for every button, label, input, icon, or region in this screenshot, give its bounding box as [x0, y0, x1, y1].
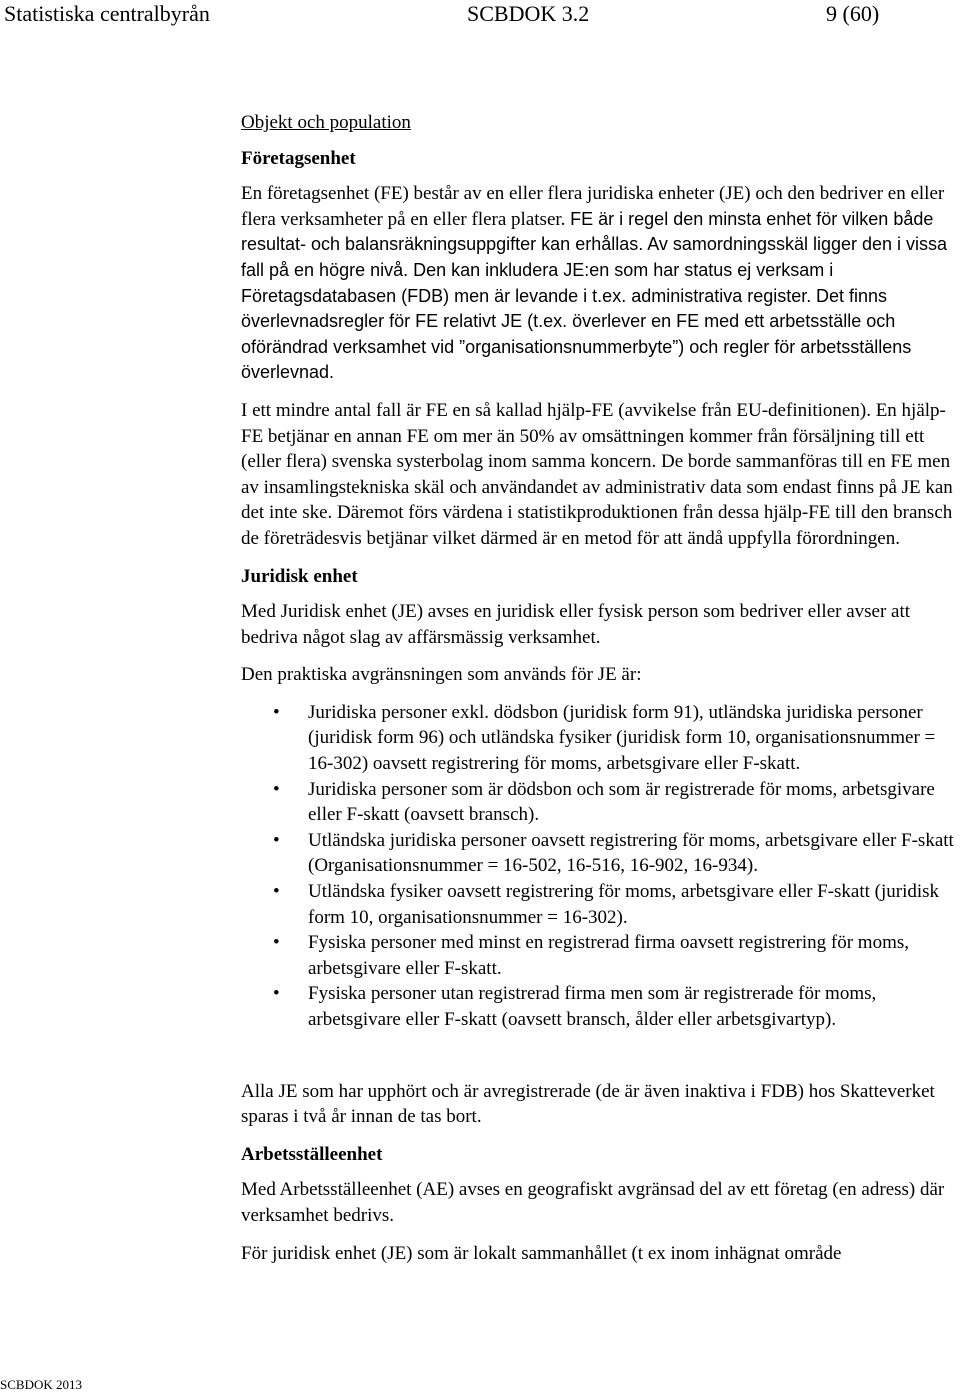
organization-name: Statistiska centralbyrån: [4, 1, 210, 26]
document-body: [241, 110, 959, 1278]
list-item: • Juridiska personer exkl. dödsbon (juridisk form 91), utländska juridiska personer (juridisk form 96) och utländska fysiker (juridisk form 10, organisationsnummer = 16-302) oavsett registrering för moms, arbetsgivare eller F-skatt.: [241, 700, 959, 777]
text-fe-sans: FE är i regel den minsta enhet för vilken både resultat- och balansräkningsuppgifter kan erhållas. Av samordningsskäl ligger den i vissa fall på en högre nivå. Den kan inkludera JE:en som har status ej verksam i Företagsdatabasen (FDB) men är levande i t.ex. administrativa register.: [241, 208, 948, 306]
paragraph-lokalt-sammanhallet: För juridisk enhet (JE) som är lokalt sammanhållet (t ex inom inhägnat område: [241, 1242, 842, 1264]
page-number: 9 (60): [826, 1, 880, 26]
list-item: • Juridiska personer som är dödsbon och som är registrerade för moms, arbetsgivare eller F-skatt (oavsett bransch).: [241, 777, 959, 828]
paragraph-juridisk-enhet-definition: Med Juridisk enhet (JE) avses en juridisk eller fysisk person som bedriver eller avser att bedriva något slag av affärsmässig verksamhet.: [241, 601, 911, 648]
bullet-list-je: [241, 700, 959, 1033]
paragraph-foretagsenhet-definition: [241, 181, 959, 386]
list-item: • Utländska juridiska personer oavsett registrering för moms, arbetsgivare eller F-skatt (Organisationsnummer = 16-502, 16-516, 16-902, 16-934).: [241, 828, 959, 879]
paragraph-hjalp-fe: I ett mindre antal fall är FE en så kallad hjälp-FE (avvikelse från EU-definitionen). En hjälp-FE betjänar en annan FE om mer än 50% av omsättningen kommer från försäljning till ett (eller flera) svenska systerbolag inom samma koncern. De borde sammanföras till en FE men av insamlingstekniska skäl och användandet av administrativ data som endast finns på JE kan det inte ske. Däremot förs värdena i statistikproduktionen från dessa hjälp-FE till den bransch de företrädesvis betjänar vilket därmed är en metod för att ändå uppfylla förordningen.: [241, 399, 953, 549]
paragraph-avgransning-intro: Den praktiska avgränsningen som används för JE är:: [241, 664, 642, 686]
paragraph-arbetsstalleenhet-definition: Med Arbetsställeenhet (AE) avses en geografiskt avgränsad del av ett företag (en adress) där verksamhet bedrivs.: [241, 1179, 945, 1226]
heading-foretagsenhet: Företagsenhet: [241, 147, 356, 169]
spacer: [241, 1033, 959, 1079]
document-id: SCBDOK 3.2: [467, 1, 590, 26]
list-item: • Utländska fysiker oavsett registrering för moms, arbetsgivare eller F-skatt (juridisk form 10, organisationsnummer = 16-302).: [241, 879, 959, 930]
heading-arbetsstalleenhet: Arbetsställeenhet: [241, 1143, 383, 1165]
section-link-objekt-och-population[interactable]: Objekt och population: [241, 112, 411, 133]
heading-juridisk-enhet: Juridisk enhet: [241, 565, 358, 587]
list-item: • Fysiska personer med minst en registrerad firma oavsett registrering för moms, arbetsgivare eller F-skatt.: [241, 930, 959, 981]
text-fe-overlevnad: Det finns överlevnadsregler för FE relativt JE (t.ex. överlever en FE med ett arbetsställe och oförändrad verksamhet vid ”organisationsnummerbyte”) och regler för arbetsställens överlevnad.: [241, 285, 912, 383]
list-item: • Fysiska personer utan registrerad firma men som är registrerade för moms, arbetsgivare eller F-skatt (oavsett bransch, ålder eller arbetsgivartyp).: [241, 981, 959, 1032]
text-fe-serif: En företagsenhet (FE) består av en eller flera juridiska enheter (JE) och den bedriver en eller flera verksamheter på en eller flera platser.: [241, 183, 945, 230]
page-header: [0, 0, 960, 30]
footer-document-label: SCBDOK 2013: [0, 1377, 82, 1392]
paragraph-avregistrerade-je: Alla JE som har upphört och är avregistrerade (de är även inaktiva i FDB) hos Skatteverket sparas i två år innan de tas bort.: [241, 1080, 935, 1128]
